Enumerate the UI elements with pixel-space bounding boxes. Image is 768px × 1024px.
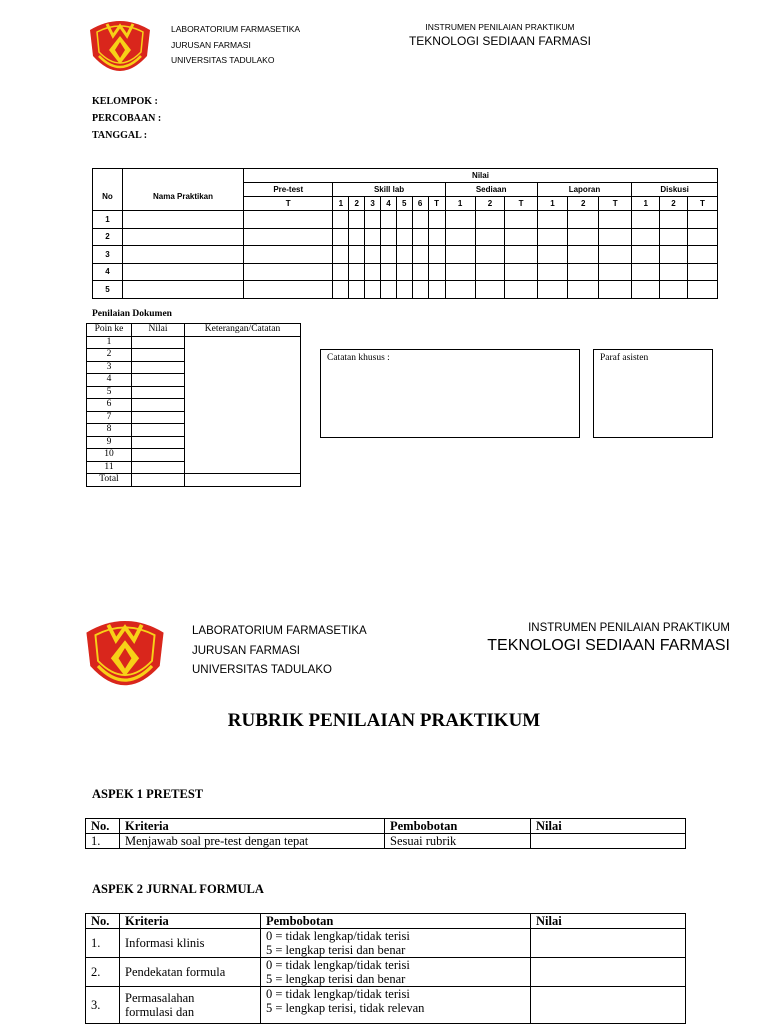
col-nilai: Nilai: [531, 819, 686, 834]
subcol-header: T: [244, 197, 333, 211]
score-cell[interactable]: [365, 228, 381, 246]
score-cell[interactable]: [632, 263, 660, 281]
col-pembobotan: Pembobotan: [261, 914, 531, 929]
score-cell[interactable]: [333, 263, 349, 281]
nama-cell[interactable]: [123, 263, 244, 281]
table-row: [93, 281, 718, 299]
score-cell[interactable]: [599, 228, 632, 246]
instrument-block: [400, 22, 600, 48]
score-cell[interactable]: [660, 246, 688, 264]
col-pembobotan: Pembobotan: [385, 819, 531, 834]
col-kriteria: Kriteria: [120, 819, 385, 834]
score-cell[interactable]: [333, 281, 349, 299]
row-pembobotan: Sesuai rubrik: [385, 834, 531, 849]
score-cell[interactable]: [568, 211, 599, 229]
poin-cell: 3: [87, 361, 132, 374]
row-kriteria: Menjawab soal pre-test dengan tepat: [120, 834, 385, 849]
instrument-block-2: [470, 622, 730, 655]
score-cell[interactable]: [687, 246, 717, 264]
score-cell[interactable]: [365, 281, 381, 299]
subcol-header: T: [505, 197, 537, 211]
score-cell[interactable]: [396, 211, 412, 229]
col-doc-nilai: Nilai: [132, 324, 185, 337]
subcol-header: 3: [365, 197, 381, 211]
poin-cell: 4: [87, 374, 132, 387]
score-cell[interactable]: [396, 263, 412, 281]
score-cell[interactable]: [244, 263, 333, 281]
score-cell[interactable]: [244, 211, 333, 229]
tadulako-logo-icon: [80, 614, 170, 700]
score-cell[interactable]: [537, 211, 568, 229]
aspek2-table: [85, 913, 686, 1024]
poin-cell: 10: [87, 449, 132, 462]
score-cell[interactable]: [660, 263, 688, 281]
grade-table: [92, 168, 718, 299]
subcol-header: 4: [381, 197, 397, 211]
keterangan-cell[interactable]: [185, 336, 301, 474]
nilai-cell[interactable]: [132, 399, 185, 412]
form-fields: [92, 93, 161, 144]
score-cell[interactable]: [381, 211, 397, 229]
row-nilai[interactable]: [531, 834, 686, 849]
score-cell[interactable]: [445, 211, 475, 229]
subcol-header: 5: [396, 197, 412, 211]
col-kriteria: Kriteria: [120, 914, 261, 929]
nilai-cell[interactable]: [132, 336, 185, 349]
score-cell[interactable]: [537, 228, 568, 246]
score-cell[interactable]: [687, 228, 717, 246]
subject-title: TEKNOLOGI SEDIAAN FARMASI: [487, 637, 730, 654]
lab-name: LABORATORIUM FARMASETIKA: [171, 24, 301, 34]
col-skill: Skill lab: [333, 183, 445, 197]
score-cell[interactable]: [365, 246, 381, 264]
row-nilai[interactable]: [531, 987, 686, 1024]
row-no: 3.: [86, 987, 120, 1024]
score-cell[interactable]: [428, 211, 445, 229]
score-cell[interactable]: [333, 228, 349, 246]
score-cell[interactable]: [568, 246, 599, 264]
row-kriteria: Permasalahan formulasi dan: [120, 987, 261, 1024]
nilai-header: Nilai: [244, 169, 718, 183]
aspek1-title: ASPEK 1 PRETEST: [92, 787, 204, 801]
score-cell[interactable]: [412, 281, 428, 299]
poin-cell: 11: [87, 461, 132, 474]
row-no: 1.: [86, 834, 120, 849]
col-sediaan: Sediaan: [445, 183, 537, 197]
score-cell[interactable]: [412, 246, 428, 264]
row-pembobotan: 0 = tidak lengkap/tidak terisi 5 = lengkap terisi dan benar: [261, 929, 531, 958]
score-cell[interactable]: [412, 263, 428, 281]
score-cell[interactable]: [660, 228, 688, 246]
row-number: 3: [93, 246, 123, 264]
score-cell[interactable]: [428, 246, 445, 264]
score-cell[interactable]: [381, 281, 397, 299]
score-cell[interactable]: [428, 263, 445, 281]
col-nilai: Nilai: [531, 914, 686, 929]
score-cell[interactable]: [475, 281, 505, 299]
row-nilai[interactable]: [531, 929, 686, 958]
score-cell[interactable]: [244, 281, 333, 299]
score-cell[interactable]: [333, 211, 349, 229]
aspek2-title: ASPEK 2 JURNAL FORMULA: [92, 882, 264, 896]
score-cell[interactable]: [349, 281, 365, 299]
subcol-header: 6: [412, 197, 428, 211]
row-no: 2.: [86, 958, 120, 987]
score-cell[interactable]: [537, 246, 568, 264]
row-number: 1: [93, 211, 123, 229]
score-cell[interactable]: [568, 228, 599, 246]
score-cell[interactable]: [428, 281, 445, 299]
col-no: No.: [86, 819, 120, 834]
row-kriteria: Pendekatan formula: [120, 958, 261, 987]
score-cell[interactable]: [349, 211, 365, 229]
row-nilai[interactable]: [531, 958, 686, 987]
aspek1-table: [85, 818, 686, 849]
score-cell[interactable]: [660, 211, 688, 229]
poin-cell: 2: [87, 349, 132, 362]
lab-name: LABORATORIUM FARMASETIKA: [192, 625, 367, 637]
subcol-header: 2: [660, 197, 688, 211]
score-cell[interactable]: [660, 281, 688, 299]
nilai-cell[interactable]: [132, 411, 185, 424]
score-cell[interactable]: [475, 211, 505, 229]
subcol-header: 1: [333, 197, 349, 211]
document-table: [86, 323, 301, 487]
catatan-box[interactable]: [320, 349, 580, 438]
subject-title: TEKNOLOGI SEDIAAN FARMASI: [408, 34, 592, 48]
nilai-cell[interactable]: [132, 449, 185, 462]
row-no: 1.: [86, 929, 120, 958]
subcol-header: T: [428, 197, 445, 211]
total-nilai[interactable]: [132, 474, 185, 487]
score-cell[interactable]: [537, 281, 568, 299]
col-poin: Poin ke: [87, 324, 132, 337]
row-pembobotan: 0 = tidak lengkap/tidak terisi 5 = lengkap terisi dan benar: [261, 958, 531, 987]
percobaan-label: PERCOBAAN :: [92, 113, 162, 124]
score-cell[interactable]: [244, 228, 333, 246]
score-cell[interactable]: [428, 228, 445, 246]
tanggal-label: TANGGAL :: [92, 130, 148, 141]
score-cell[interactable]: [475, 263, 505, 281]
table-row: [93, 246, 718, 264]
score-cell[interactable]: [568, 281, 599, 299]
institution-block: [171, 22, 300, 69]
score-cell[interactable]: [365, 263, 381, 281]
col-laporan: Laporan: [537, 183, 632, 197]
poin-cell: 6: [87, 399, 132, 412]
col-diskusi: Diskusi: [632, 183, 718, 197]
document-title: Penilaian Dokumen: [92, 309, 172, 319]
nilai-cell[interactable]: [132, 361, 185, 374]
table-row: [93, 228, 718, 246]
university-logo: [85, 16, 155, 82]
poin-cell: 8: [87, 424, 132, 437]
col-pretest: Pre-test: [244, 183, 333, 197]
score-cell[interactable]: [568, 263, 599, 281]
row-kriteria: Informasi klinis: [120, 929, 261, 958]
nama-cell[interactable]: [123, 228, 244, 246]
score-cell[interactable]: [505, 246, 537, 264]
score-cell[interactable]: [632, 211, 660, 229]
poin-cell: 9: [87, 436, 132, 449]
tadulako-logo-icon: [85, 16, 155, 82]
total-keterangan[interactable]: [185, 474, 301, 487]
nilai-cell[interactable]: [132, 436, 185, 449]
score-cell[interactable]: [687, 263, 717, 281]
row-pembobotan: 0 = tidak lengkap/tidak terisi 5 = lengkap terisi, tidak relevan: [261, 987, 531, 1024]
col-no: No: [93, 183, 123, 211]
score-cell[interactable]: [445, 246, 475, 264]
poin-cell: 1: [87, 336, 132, 349]
score-cell[interactable]: [537, 263, 568, 281]
univ-name: UNIVERSITAS TADULAKO: [192, 664, 332, 676]
paraf-label: Paraf asisten: [600, 353, 649, 363]
score-cell[interactable]: [381, 263, 397, 281]
score-cell[interactable]: [445, 263, 475, 281]
score-cell[interactable]: [381, 228, 397, 246]
subcol-header: 2: [475, 197, 505, 211]
nilai-cell[interactable]: [132, 386, 185, 399]
subcol-header: T: [687, 197, 717, 211]
score-cell[interactable]: [505, 263, 537, 281]
dept-name: JURUSAN FARMASI: [192, 644, 300, 657]
rubric-title: RUBRIK PENILAIAN PRAKTIKUM: [227, 710, 541, 731]
nilai-cell[interactable]: [132, 374, 185, 387]
score-cell[interactable]: [505, 281, 537, 299]
total-label: Total: [87, 474, 132, 487]
poin-cell: 5: [87, 386, 132, 399]
univ-name: UNIVERSITAS TADULAKO: [171, 55, 275, 65]
nilai-cell[interactable]: [132, 424, 185, 437]
score-cell[interactable]: [632, 246, 660, 264]
institution-block-2: [192, 622, 367, 681]
score-cell[interactable]: [599, 246, 632, 264]
score-cell[interactable]: [412, 211, 428, 229]
subcol-header: T: [599, 197, 632, 211]
nama-cell[interactable]: [123, 281, 244, 299]
nilai-cell[interactable]: [132, 349, 185, 362]
score-cell[interactable]: [475, 228, 505, 246]
total-row: [87, 474, 301, 487]
subcol-header: 2: [349, 197, 365, 211]
score-cell[interactable]: [396, 246, 412, 264]
table-row: [93, 263, 718, 281]
score-cell[interactable]: [445, 228, 475, 246]
subcol-header: 2: [568, 197, 599, 211]
nama-cell[interactable]: [123, 246, 244, 264]
paraf-box[interactable]: [593, 349, 713, 438]
score-cell[interactable]: [505, 211, 537, 229]
dept-name: JURUSAN FARMASI: [171, 39, 251, 50]
score-cell[interactable]: [396, 228, 412, 246]
score-cell[interactable]: [687, 281, 717, 299]
row-number: 4: [93, 263, 123, 281]
score-cell[interactable]: [599, 281, 632, 299]
catatan-label: Catatan khusus :: [327, 353, 390, 363]
nama-cell[interactable]: [123, 211, 244, 229]
score-cell[interactable]: [381, 246, 397, 264]
score-cell[interactable]: [412, 228, 428, 246]
col-no: No.: [86, 914, 120, 929]
subcol-header: 1: [537, 197, 568, 211]
row-number: 2: [93, 228, 123, 246]
col-nama: Nama Praktikan: [123, 183, 244, 211]
instrument-title: INSTRUMEN PENILAIAN PRAKTIKUM: [425, 22, 575, 32]
score-cell[interactable]: [475, 246, 505, 264]
score-cell[interactable]: [365, 211, 381, 229]
score-cell[interactable]: [396, 281, 412, 299]
instrument-title: INSTRUMEN PENILAIAN PRAKTIKUM: [528, 622, 730, 634]
score-cell[interactable]: [632, 228, 660, 246]
subcol-header: 1: [632, 197, 660, 211]
university-logo-2: [80, 614, 170, 700]
score-cell[interactable]: [445, 281, 475, 299]
score-cell[interactable]: [244, 246, 333, 264]
col-keterangan: Keterangan/Catatan: [185, 324, 301, 337]
row-number: 5: [93, 281, 123, 299]
table-row: [87, 336, 301, 349]
score-cell[interactable]: [349, 246, 365, 264]
score-cell[interactable]: [599, 211, 632, 229]
nilai-cell[interactable]: [132, 461, 185, 474]
score-cell[interactable]: [333, 246, 349, 264]
subcol-header: 1: [445, 197, 475, 211]
score-cell[interactable]: [505, 228, 537, 246]
table-row: [93, 211, 718, 229]
score-cell[interactable]: [632, 281, 660, 299]
score-cell[interactable]: [687, 211, 717, 229]
score-cell[interactable]: [349, 263, 365, 281]
poin-cell: 7: [87, 411, 132, 424]
score-cell[interactable]: [599, 263, 632, 281]
score-cell[interactable]: [349, 228, 365, 246]
kelompok-label: KELOMPOK :: [92, 96, 158, 107]
